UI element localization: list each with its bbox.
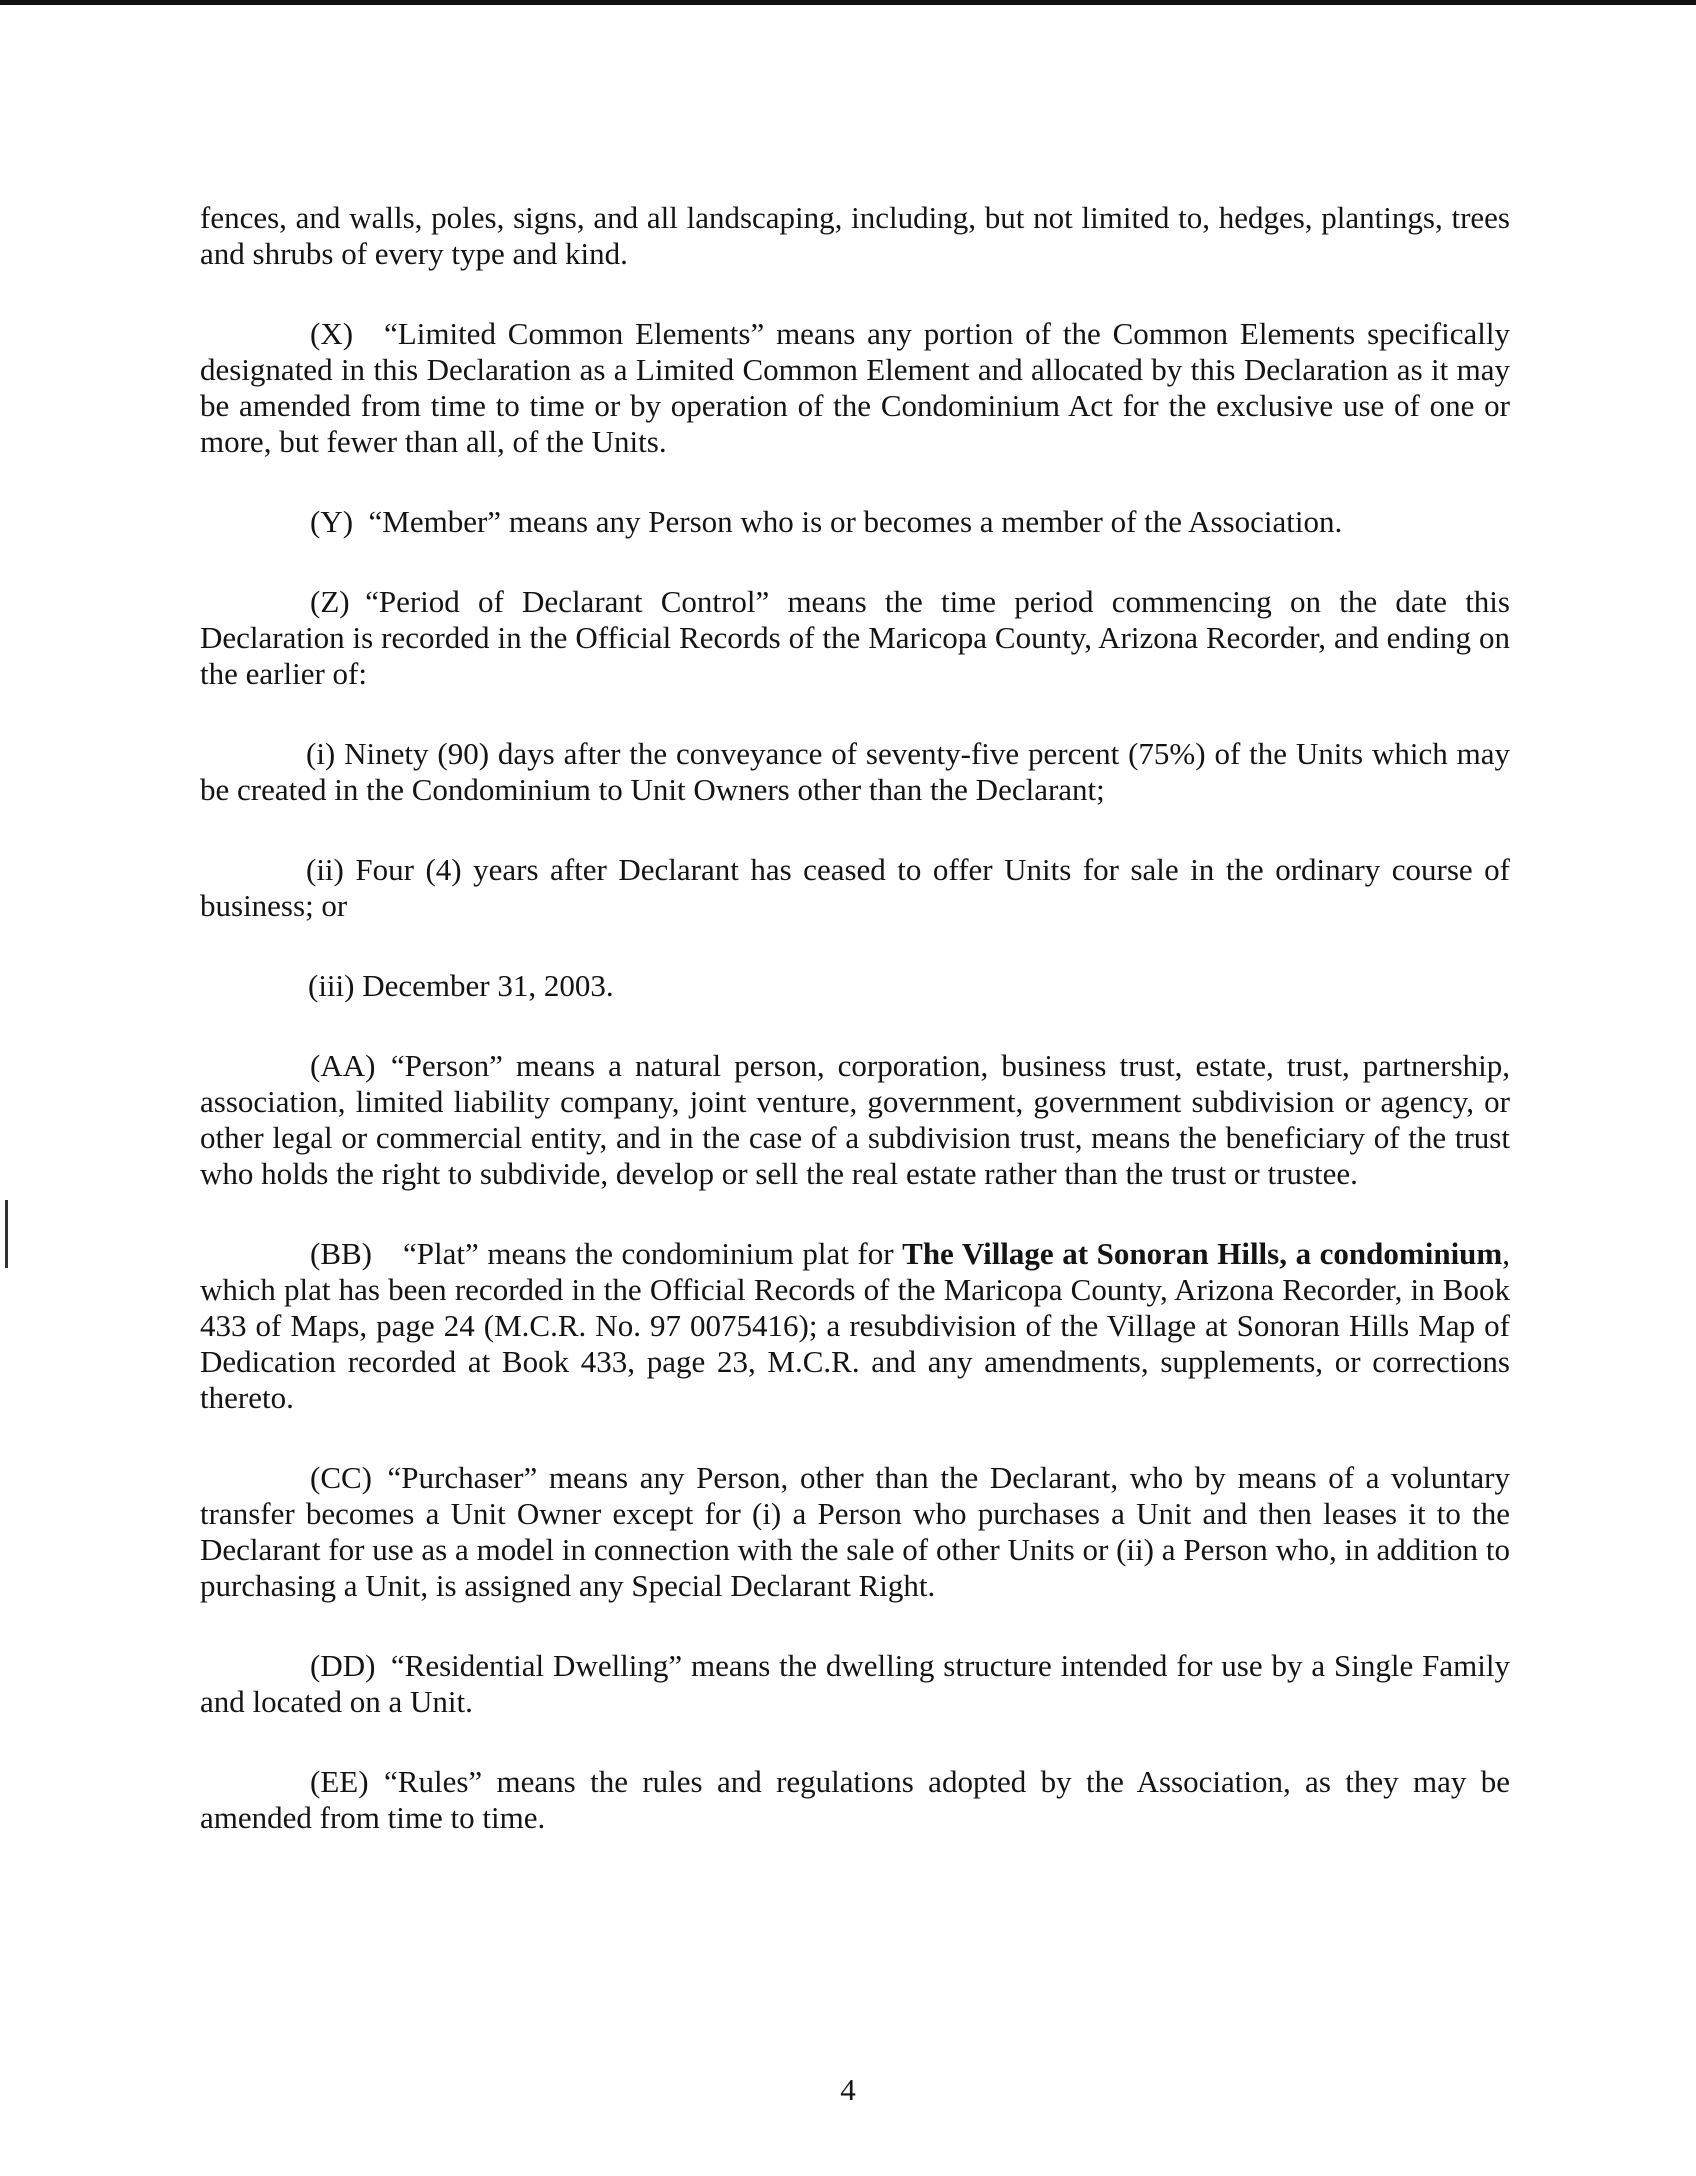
definition-z-item-iii: (iii) December 31, 2003.: [308, 968, 614, 1003]
definition-z-item-ii: (ii) Four (4) years after Declarant has ceased to offer Units for sale in the ordinary course of business; or: [200, 852, 1510, 923]
definition-aa-person: (AA) “Person” means a natural person, corporation, business trust, estate, trust, partnership, association, limited liability company, joint venture, government, government subdivision or agency, or other legal or commercial entity, and in the case of a subdivision trust, means the beneficiary of the trust who holds the right to subdivide, develop or sell the real estate rather than the trust or trustee.: [200, 1048, 1510, 1191]
definition-cc-purchaser: (CC) “Purchaser” means any Person, other than the Declarant, who by means of a voluntary transfer becomes a Unit Owner except for (i) a Person who purchases a Unit and then leases it to the Declarant for use as a model in connection with the sale of other Units or (ii) a Person who, in addition to purchasing a Unit, is assigned any Special Declarant Right.: [200, 1460, 1510, 1603]
scan-edge-mark: [5, 1200, 8, 1268]
scan-top-edge: [0, 0, 1696, 5]
definition-ee-rules: (EE) “Rules” means the rules and regulations adopted by the Association, as they may be amended from time to time.: [200, 1764, 1510, 1835]
definition-z-item-i: (i) Ninety (90) days after the conveyance of seventy-five percent (75%) of the Units which may be created in the Condominium to Unit Owners other than the Declarant;: [200, 736, 1510, 807]
condominium-name-bold: The Village at Sonoran Hills, a condominium: [902, 1236, 1503, 1271]
definition-x-limited-common-elements: (X) “Limited Common Elements” means any portion of the Common Elements specifically designated in this Declaration as a Limited Common Element and allocated by this Declaration as it may be amended from time to time or by operation of the Condominium Act for the exclusive use of one or more, but fewer than all, of the Units.: [200, 316, 1510, 459]
definition-z-period-of-declarant-control: (Z) “Period of Declarant Control” means the time period commencing on the date this Declaration is recorded in the Official Records of the Maricopa County, Arizona Recorder, and ending on the earlier of:: [200, 584, 1510, 691]
definition-bb-plat: [200, 1236, 1510, 1416]
definition-dd-residential-dwelling: (DD) “Residential Dwelling” means the dwelling structure intended for use by a Single Family and located on a Unit.: [200, 1648, 1510, 1719]
definition-bb-lead: (BB) “Plat” means the condominium plat for: [310, 1236, 903, 1271]
definition-y-member: (Y) “Member” means any Person who is or becomes a member of the Association.: [310, 504, 1343, 539]
page-number: 4: [840, 2072, 856, 2107]
document-body: [200, 200, 1510, 1880]
definition-bb-rest: , which plat has been recorded in the Official Records of the Maricopa County, Arizona Recorder, in Book 433 of Maps, page 24 (M.C.R. No. 97 0075416); a resubdivision of the Village at Sonoran Hills Map of Dedication recorded at Book 433, page 23, M.C.R. and any amendments, supplements, or corrections thereto.: [200, 1236, 1510, 1415]
paragraph-continuation: fences, and walls, poles, signs, and all landscaping, including, but not limited to, hedges, plantings, trees and shrubs of every type and kind.: [200, 200, 1510, 271]
